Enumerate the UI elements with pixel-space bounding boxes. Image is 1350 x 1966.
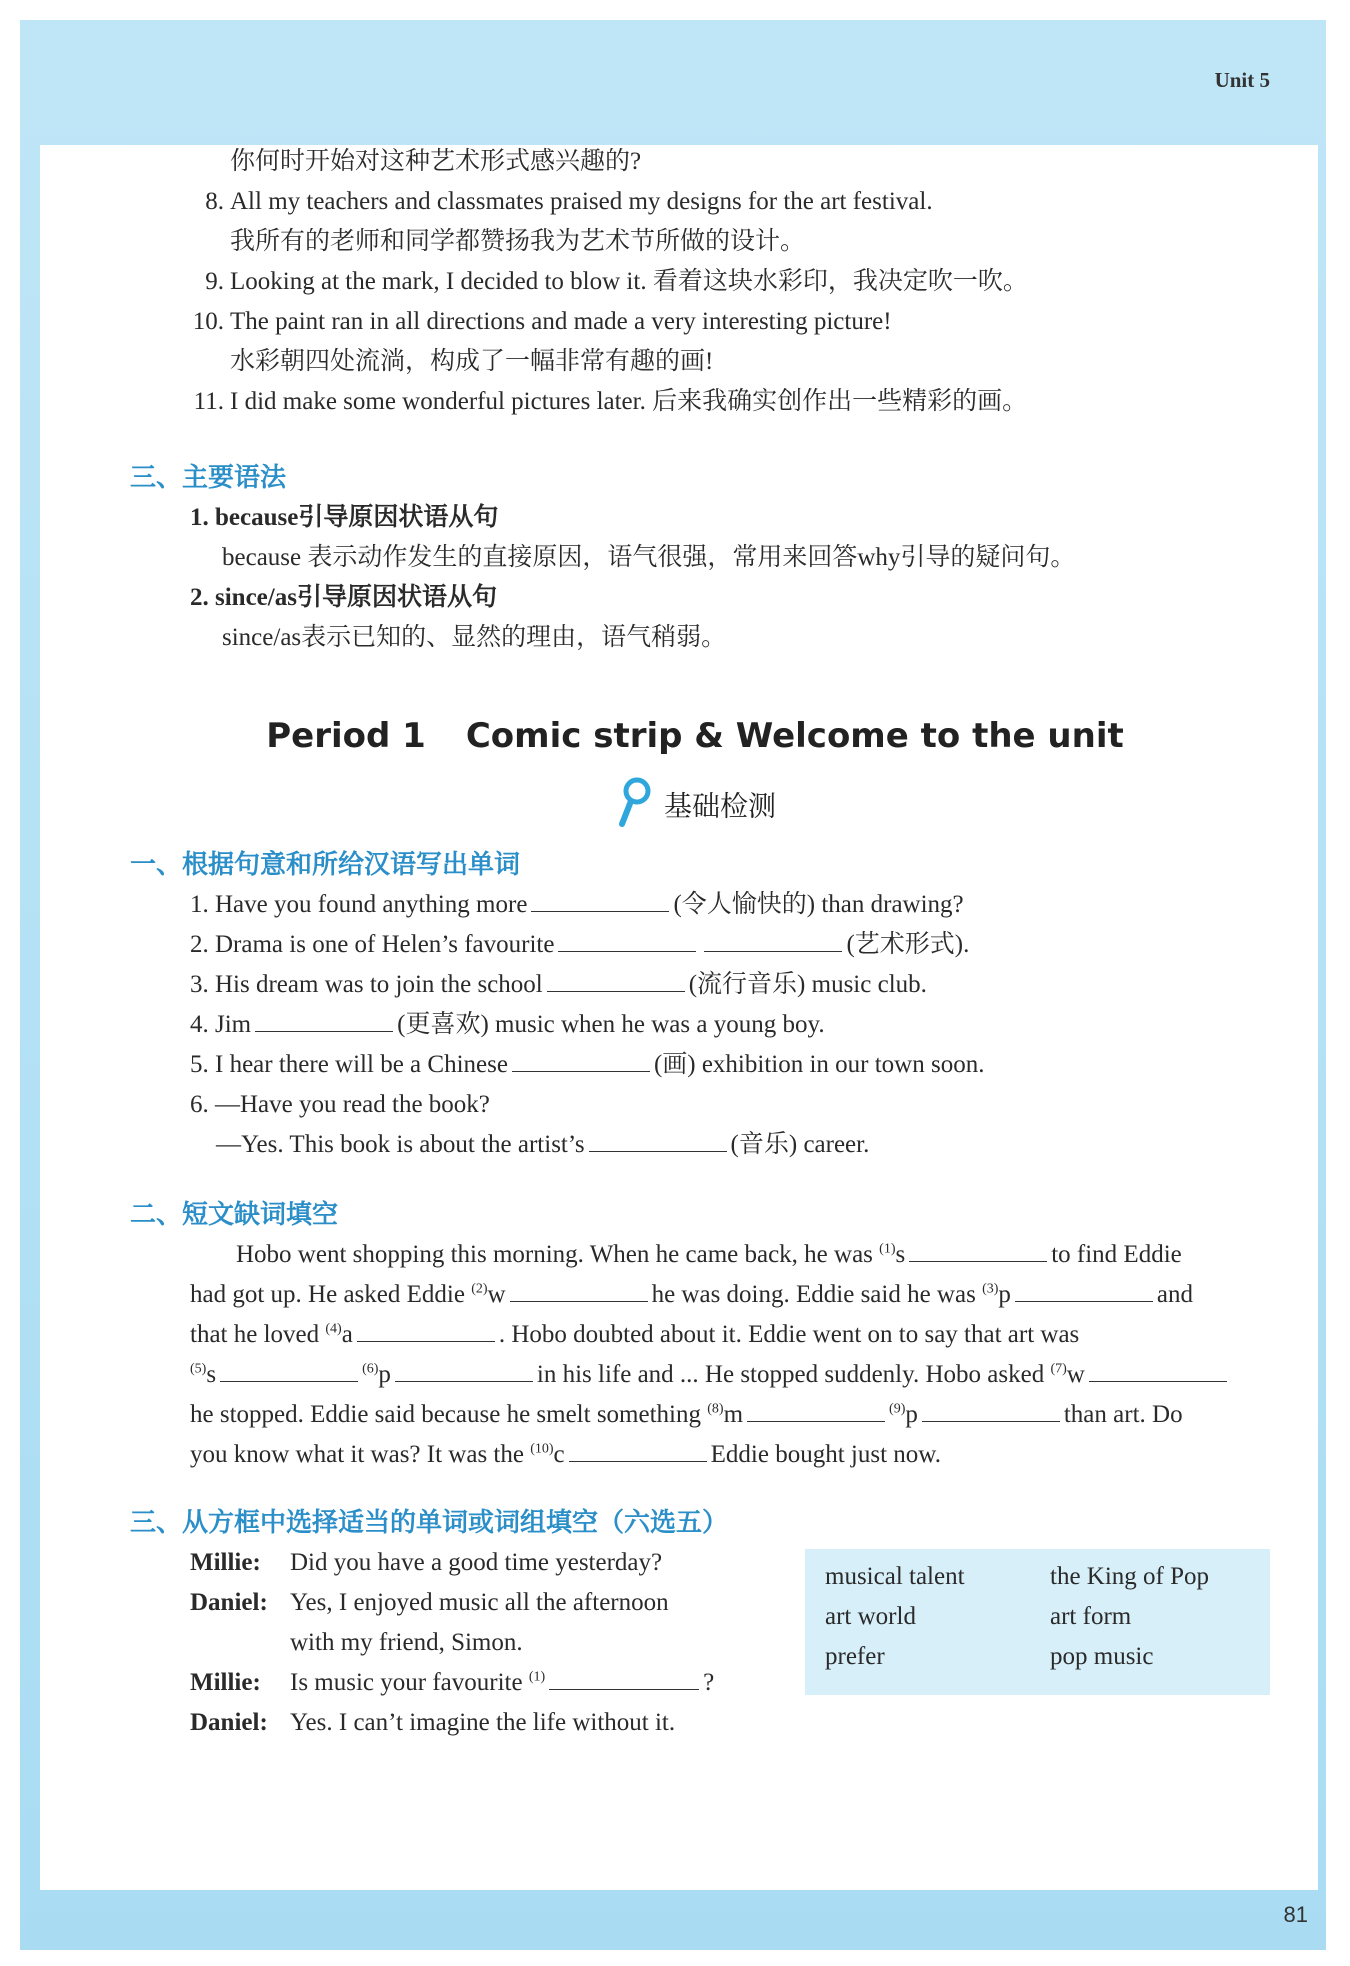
grammar-item-text: since/as表示已知的、显然的理由，语气稍弱。 xyxy=(222,624,727,651)
answer-blank[interactable] xyxy=(531,887,669,912)
answer-blank[interactable] xyxy=(1089,1357,1227,1382)
answer-blank[interactable] xyxy=(510,1277,648,1302)
answer-blank[interactable] xyxy=(569,1437,707,1462)
sentence-en: The paint ran in all directions and made a very interesting picture! xyxy=(230,308,892,335)
answer-blank[interactable] xyxy=(395,1357,533,1382)
grammar-heading: 三、主要语法 xyxy=(130,463,287,493)
word-option: prefer xyxy=(825,1643,885,1670)
sentence-8-cn: 我所有的老师和同学都赞扬我为艺术节所做的设计。 xyxy=(230,228,806,255)
part3-heading: 三、从方框中选择适当的单词或词组填空（六选五） xyxy=(130,1508,729,1538)
word-option: the King of Pop xyxy=(1050,1563,1210,1590)
answer-blank[interactable] xyxy=(704,927,842,952)
dialog xyxy=(130,1543,1260,1743)
answer-blank[interactable] xyxy=(220,1357,358,1382)
sentence-en: All my teachers and classmates praised my designs for the art festival. xyxy=(230,188,933,215)
sentence-number: 11. xyxy=(193,388,224,415)
part1-heading: 一、根据句意和所给汉语写出单词 xyxy=(130,850,521,880)
period-label: Period 1 xyxy=(266,716,426,756)
answer-blank[interactable] xyxy=(1015,1277,1153,1302)
dialog-line: Millie: Is music your favourite $^{(1)}$ ? xyxy=(190,1663,1260,1703)
cloze-passage: Hobo went shopping this morning. When he came back, he was $^{(1)}$s to find Eddie had got up. He asked Eddie $^{(2)}$w he was doing. Eddie said he was $^{(3)}$p and that he loved $^{(4)}$a . Hobo doubted about it. Eddie went on to say that art was $^{(5)}$s $^{(6)}$p in his life and ... He stopped suddenly. Hobo asked $^{(7)}$w he stopped. Eddie said because he smelt something $^{(8)}$m $^{(9)}$p than art. Do you know what it was? It was the $^{(10)}$c Eddie bought just now. xyxy=(130,1235,1260,1475)
exercise-item: 5. I hear there will be a Chinese (画) exhibition in our town soon. xyxy=(130,1045,1260,1085)
sentence-9 xyxy=(130,262,1260,302)
exercise-item: 6. —Have you read the book? xyxy=(190,1091,490,1118)
magnifier-icon xyxy=(614,776,654,839)
word-option: pop music xyxy=(1050,1643,1154,1670)
exercise-item: 2. Drama is one of Helen’s favourite (艺术形式). xyxy=(130,925,1260,965)
answer-blank[interactable] xyxy=(255,1007,393,1032)
exercise-item: 1. Have you found anything more (令人愉快的) than drawing? xyxy=(130,885,1260,925)
check-heading-text: 基础检测 xyxy=(663,789,776,823)
word-option: art form xyxy=(1050,1603,1132,1630)
sentence-8 xyxy=(130,182,1260,222)
page-number: 81 xyxy=(1283,1902,1308,1927)
grammar-item-title: 2. since/as引导原因状语从句 xyxy=(190,584,497,611)
answer-blank[interactable] xyxy=(922,1397,1060,1422)
answer-blank[interactable] xyxy=(547,967,685,992)
unit-label: Unit 5 xyxy=(1214,68,1270,92)
dialog-line: Millie: Did you have a good time yesterday? xyxy=(190,1549,663,1576)
sentence-en: Looking at the mark, I decided to blow it. 看着这块水彩印，我决定吹一吹。 xyxy=(230,268,1028,295)
check-heading xyxy=(130,776,1260,839)
sentence-11 xyxy=(130,382,1260,422)
sentence-number: 9. xyxy=(205,268,224,295)
sentence-en: I did make some wonderful pictures later. 后来我确实创作出一些精彩的画。 xyxy=(230,388,1028,415)
sentence-10 xyxy=(130,302,1260,342)
answer-blank[interactable] xyxy=(909,1237,1047,1262)
exercise-item: —Yes. This book is about the artist’s (音乐) career. xyxy=(130,1125,1260,1165)
word-option: art world xyxy=(825,1603,916,1630)
period-name: Comic strip & Welcome to the unit xyxy=(465,716,1124,756)
grammar-item-text: because 表示动作发生的直接原因，语气很强，常用来回答why引导的疑问句。 xyxy=(222,544,1076,571)
sentence-number: 8. xyxy=(205,188,224,215)
answer-blank[interactable] xyxy=(512,1047,650,1072)
sentence-number: 10. xyxy=(192,308,224,335)
word-option: musical talent xyxy=(825,1563,965,1590)
exercise-item: 4. Jim (更喜欢) music when he was a young boy. xyxy=(130,1005,1260,1045)
period-title xyxy=(130,716,1260,756)
exercise-item: 3. His dream was to join the school (流行音乐) music club. xyxy=(130,965,1260,1005)
page-content xyxy=(130,142,1260,1743)
part2-heading: 二、短文缺词填空 xyxy=(130,1200,339,1230)
word-box xyxy=(805,1549,1270,1695)
answer-blank[interactable] xyxy=(549,1665,699,1690)
sentence-10-cn: 水彩朝四处流淌，构成了一幅非常有趣的画! xyxy=(230,348,714,375)
grammar-item-title: 1. because引导原因状语从句 xyxy=(190,504,499,531)
answer-blank[interactable] xyxy=(558,927,696,952)
sentence-7-cn: 你何时开始对这种艺术形式感兴趣的? xyxy=(230,148,642,175)
dialog-line: with my friend, Simon. xyxy=(290,1629,523,1656)
answer-blank[interactable] xyxy=(357,1317,495,1342)
answer-blank[interactable] xyxy=(747,1397,885,1422)
dialog-line: Daniel: Yes, I enjoyed music all the afternoon xyxy=(190,1589,669,1616)
answer-blank[interactable] xyxy=(589,1127,727,1152)
dialog-line: Daniel: Yes. I can’t imagine the life without it. xyxy=(190,1709,676,1736)
